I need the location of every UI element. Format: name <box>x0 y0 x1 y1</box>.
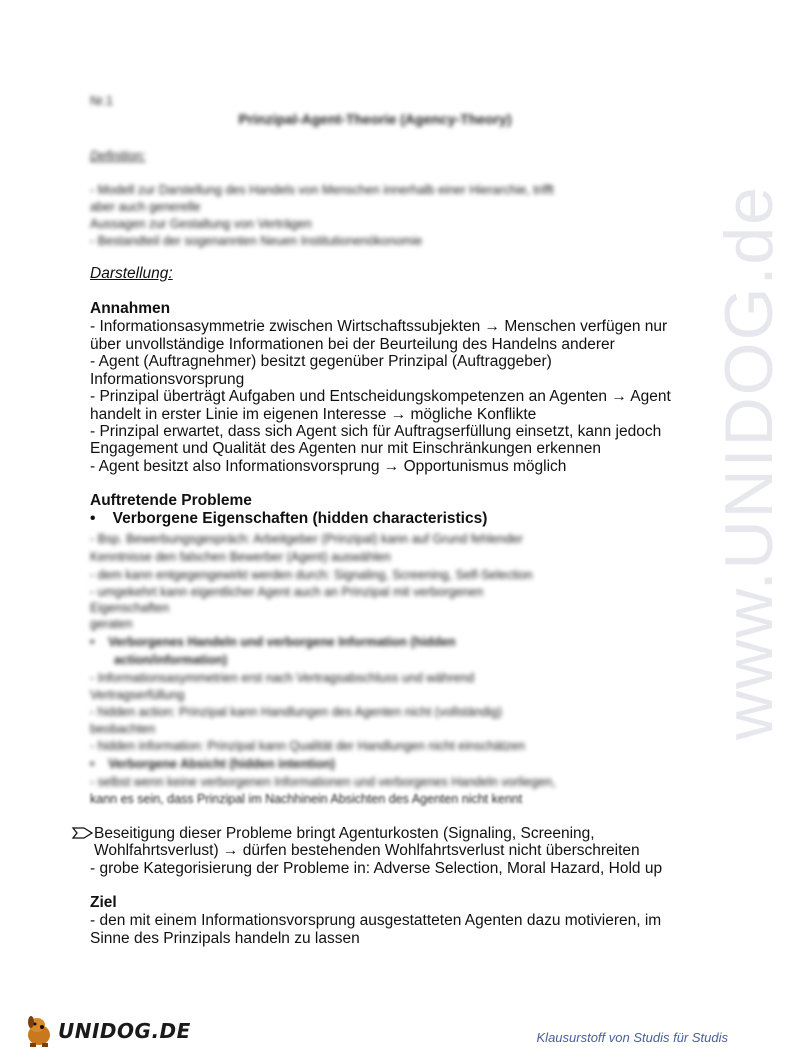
annahmen-line: handelt in erster Linie im eigenen Interesse → mögliche Konflikte <box>90 406 537 423</box>
blurred-line: - Informationsasymmetrien erst nach Vertragsabschluss und während <box>90 671 475 685</box>
watermark: www.UNIDOG.de <box>711 185 787 740</box>
definition-line: - Modell zur Darstellung des Handels von Menschen innerhalb einer Hierarchie, trifft <box>90 183 554 197</box>
beseitigung-line: - grobe Kategorisierung der Probleme in: Adverse Selection, Moral Hazard, Hold up <box>90 860 663 877</box>
blurred-line: Eigenschaften <box>90 601 170 615</box>
blurred-bullet: • Verborgenes Handeln und verborgene Information (hidden <box>90 635 456 649</box>
ziel-line: Sinne des Prinzipals handeln zu lassen <box>90 930 360 947</box>
blurred-line: Kenntnisse den falschen Bewerber (Agent) auswählen <box>90 550 391 564</box>
bullet-text: Verborgene Eigenschaften (hidden characteristics) <box>112 510 488 527</box>
bullet-item <box>90 510 487 528</box>
ziel-line: - den mit einem Informationsvorsprung ausgestatteten Agenten dazu motivieren, im <box>90 912 662 929</box>
page-number: Nr.1 <box>90 94 113 108</box>
annahmen-line: - Agent besitzt also Informationsvorsprung → Opportunismus möglich <box>90 458 567 475</box>
definition-line: - Bestandteil der sogenannten Neuen Institutionenökonomie <box>90 234 423 248</box>
annahmen-line: Informationsvorsprung <box>90 371 245 388</box>
beseitigung-line: Beseitigung dieser Probleme bringt Agenturkosten (Signaling, Screening, <box>94 825 595 842</box>
blurred-line: geraten <box>90 617 133 631</box>
annahmen-line: - Prinzipal überträgt Aufgaben und Entscheidungskompetenzen an Agenten → Agent <box>90 388 671 405</box>
page-title: Prinzipal-Agent-Theorie (Agency-Theory) <box>238 111 512 127</box>
arrow-right-icon <box>72 826 94 840</box>
annahmen-line: über unvollständige Informationen bei der Beurteilung des Handelns anderer <box>90 336 615 353</box>
annahmen-line: - Agent (Auftragnehmer) besitzt gegenüber Prinzipal (Auftraggeber) <box>90 353 552 370</box>
definition-label: Definition: <box>90 149 146 163</box>
annahmen-line: Engagement und Qualität des Agenten nur mit Einschränkungen erkennen <box>90 440 601 457</box>
blurred-line: - hidden information: Prinzipal kann Qualität der Handlungen nicht einschätzen <box>90 739 525 753</box>
beseitigung-line: Wohlfahrtsverlust) → dürfen bestehenden Wohlfahrtsverlust nicht überschreiten <box>94 842 640 859</box>
blurred-line: - selbst wenn keine verborgenen Informationen und verborgenes Handeln vorliegen, <box>90 775 556 789</box>
definition-line: aber auch generelle <box>90 200 201 214</box>
darstellung-label: Darstellung: <box>90 265 173 282</box>
logo-text: UNIDOG.DE <box>58 1019 191 1043</box>
blurred-bullet: • Verborgene Absicht (hidden intention) <box>90 757 335 771</box>
blurred-line: Vertragserfüllung <box>90 688 185 702</box>
bullet-icon: • <box>90 510 96 527</box>
probleme-heading: Auftretende Probleme <box>90 492 252 509</box>
blurred-line: - hidden action: Prinzipal kann Handlungen des Agenten nicht (vollständig) <box>90 705 503 719</box>
annahmen-line: - Prinzipal erwartet, dass sich Agent sich für Auftragserfüllung einsetzt, kann jedoch <box>90 423 662 440</box>
blurred-line: kann es sein, dass Prinzipal im Nachhinein Absichten des Agenten nicht kennt <box>90 792 523 806</box>
footer-tagline: Klausurstoff von Studis für Studis <box>536 1030 728 1045</box>
blurred-line: - Bsp. Bewerbungsgespräch: Arbeitgeber (Prinzipal) kann auf Grund fehlender <box>90 532 523 546</box>
unidog-logo[interactable] <box>22 1013 191 1049</box>
annahmen-line: - Informationsasymmetrie zwischen Wirtschaftssubjekten → Menschen verfügen nur <box>90 318 668 335</box>
dog-icon <box>22 1013 56 1049</box>
blurred-line: beobachten <box>90 722 156 736</box>
definition-line: Aussagen zur Gestaltung von Verträgen <box>90 217 312 231</box>
blurred-line: - umgekehrt kann eigentlicher Agent auch an Prinzipal mit verborgenen <box>90 585 484 599</box>
blurred-line: action/information) <box>114 653 228 667</box>
blurred-line: - dem kann entgegengewirkt werden durch: Signaling, Screening, Self-Selection <box>90 568 533 582</box>
annahmen-heading: Annahmen <box>90 300 171 317</box>
ziel-heading: Ziel <box>90 894 117 911</box>
